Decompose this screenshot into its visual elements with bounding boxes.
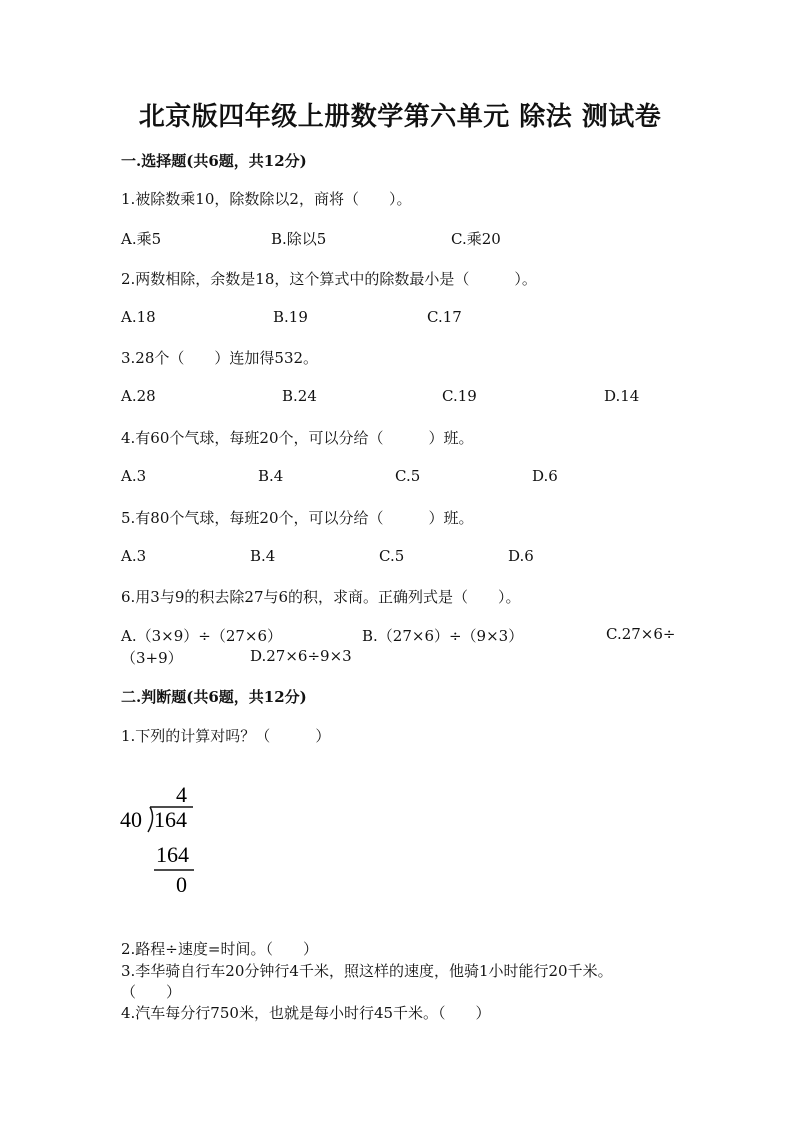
option: C.17	[427, 308, 462, 326]
question-text: 4.有60个气球，每班20个，可以分给（ ）班。	[121, 429, 474, 447]
question-text: 3.28个（ ）连加得532。	[121, 349, 319, 367]
option: B.（27×6）÷（9×3）	[362, 627, 524, 645]
option: A.18	[121, 308, 156, 326]
option: A.乘5	[121, 230, 162, 248]
option: C.5	[395, 467, 421, 485]
page-title: 北京版四年级上册数学第六单元 除法 测试卷	[138, 102, 662, 132]
option: C.5	[379, 547, 405, 565]
option: A.（3×9）÷（27×6）	[121, 627, 283, 645]
question-text-continued: （ ）	[121, 983, 182, 1001]
question-text: 2.两数相除，余数是18，这个算式中的除数最小是（ ）。	[121, 270, 537, 288]
question-text: 1.下列的计算对吗？（ ）	[121, 727, 331, 745]
option: A.28	[121, 387, 156, 405]
division-bracket	[148, 807, 153, 832]
long-division-figure	[118, 780, 228, 900]
option: C.27×6÷	[606, 625, 676, 643]
option: C.19	[442, 387, 477, 405]
product: 164	[156, 842, 189, 867]
quotient: 4	[176, 782, 187, 807]
option: B.除以5	[271, 230, 327, 248]
option: A.3	[121, 547, 147, 565]
question-text: 5.有80个气球，每班20个，可以分给（ ）班。	[121, 509, 474, 527]
question-text: 2.路程÷速度=时间。（ ）	[121, 940, 318, 958]
question-text: 3.李华骑自行车20分钟行4千米，照这样的速度，他骑1小时能行20千米。	[121, 962, 613, 980]
option: D.14	[604, 387, 640, 405]
divisor: 40	[120, 807, 142, 832]
option: D.6	[508, 547, 534, 565]
option: D.6	[532, 467, 558, 485]
question-text: 6.用3与9的积去除27与6的积，求商。正确列式是（ ）。	[121, 588, 521, 606]
question-text: 4.汽车每分行750米，也就是每小时行45千米。（ ）	[121, 1004, 491, 1022]
question-text: 1.被除数乘10，除数除以2，商将（ ）。	[121, 190, 412, 208]
option: B.4	[250, 547, 276, 565]
option: B.4	[258, 467, 284, 485]
option: A.3	[121, 467, 147, 485]
option: C.乘20	[451, 230, 501, 248]
option: B.19	[273, 308, 308, 326]
option: D.27×6÷9×3	[250, 647, 352, 665]
remainder: 0	[176, 872, 187, 897]
section-heading-choice: 一.选择题(共6题，共12分)	[121, 152, 307, 170]
section-heading-judgement: 二.判断题(共6题，共12分)	[121, 688, 307, 706]
option: B.24	[282, 387, 317, 405]
option-continued: （3+9）	[121, 649, 183, 667]
dividend: 164	[154, 807, 187, 832]
